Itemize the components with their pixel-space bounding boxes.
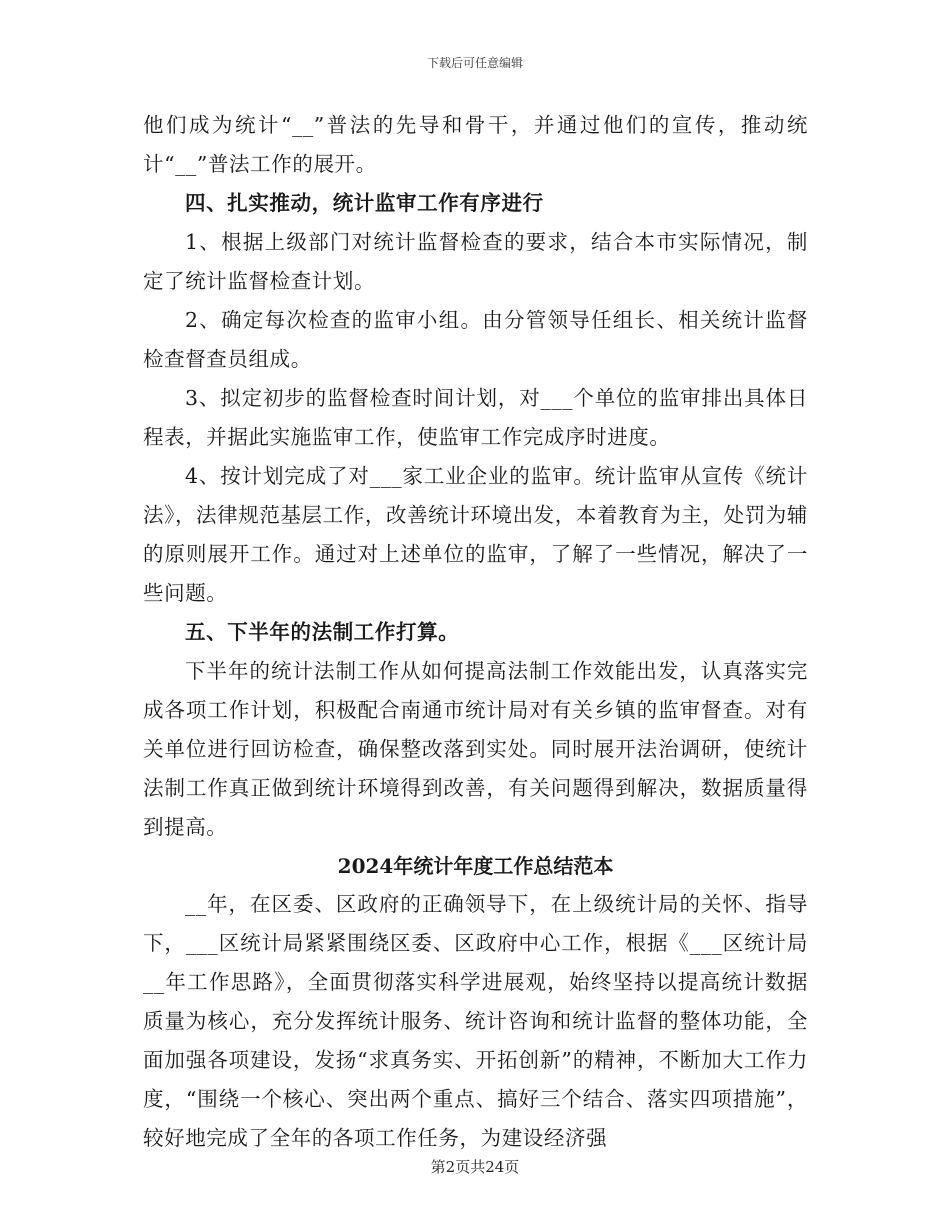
paragraph-continuation: 他们成为统计“__”普法的先导和骨干，并通过他们的宣传，推动统计“__”普法工作的展开。 [143,113,808,176]
section-heading-5: 五、下半年的法制工作打算。 [185,620,460,644]
paragraph-item-4: 4、按计划完成了对___家工业企业的监审。统计监审从宣传《统计法》，法律规范基层工作，改善统计环境出发，本着教育为主，处罚为辅的原则展开工作。通过对上述单位的监审，了解了一些情况，解决了一些问题。 [143,464,808,605]
paragraph-item-2: 2、确定每次检查的监审小组。由分管领导任组长、相关统计监督检查督查员组成。 [143,308,808,371]
page-header-note: 下载后可任意编辑 [426,56,523,70]
paragraph-item-1: 1、根据上级部门对统计监督检查的要求，结合本市实际情况，制定了统计监督检查计划。 [143,230,808,293]
document-title: 2024年统计年度工作总结范本 [337,854,614,878]
section-heading-4: 四、扎实推动，统计监审工作有序进行 [185,191,544,215]
document-body [143,106,808,1158]
paragraph-plan: 下半年的统计法制工作从如何提高法制工作效能出发，认真落实完成各项工作计划，积极配合南通市统计局对有关乡镇的监审督查。对有关单位进行回访检查，确保整改落到实处。同时展开法治调研，使统计法制工作真正做到统计环境得到改善，有关问题得到解决，数据质量得到提高。 [143,659,808,839]
page-footer-number: 第2页共24页 [430,1158,520,1176]
paragraph-intro: __年，在区委、区政府的正确领导下，在上级统计局的关怀、指导下，___区统计局紧紧围绕区委、区政府中心工作，根据《___区统计局__年工作思路》，全面贯彻落实科学进展观，始终坚持以提高统计数据质量为核心，充分发挥统计服务、统计咨询和统计监督的整体功能，全面加强各项建设，发扬“求真务实、开拓创新”的精神，不断加大工作力度，“围绕一个核心、突出两个重点、搞好三个结合、落实四项措施”，较好地完成了全年的各项工作任务，为建设经济强 [143,892,808,1150]
paragraph-item-3: 3、拟定初步的监督检查时间计划，对___个单位的监审排出具体日程表，并据此实施监审工作，使监审工作完成序时进度。 [143,386,808,449]
